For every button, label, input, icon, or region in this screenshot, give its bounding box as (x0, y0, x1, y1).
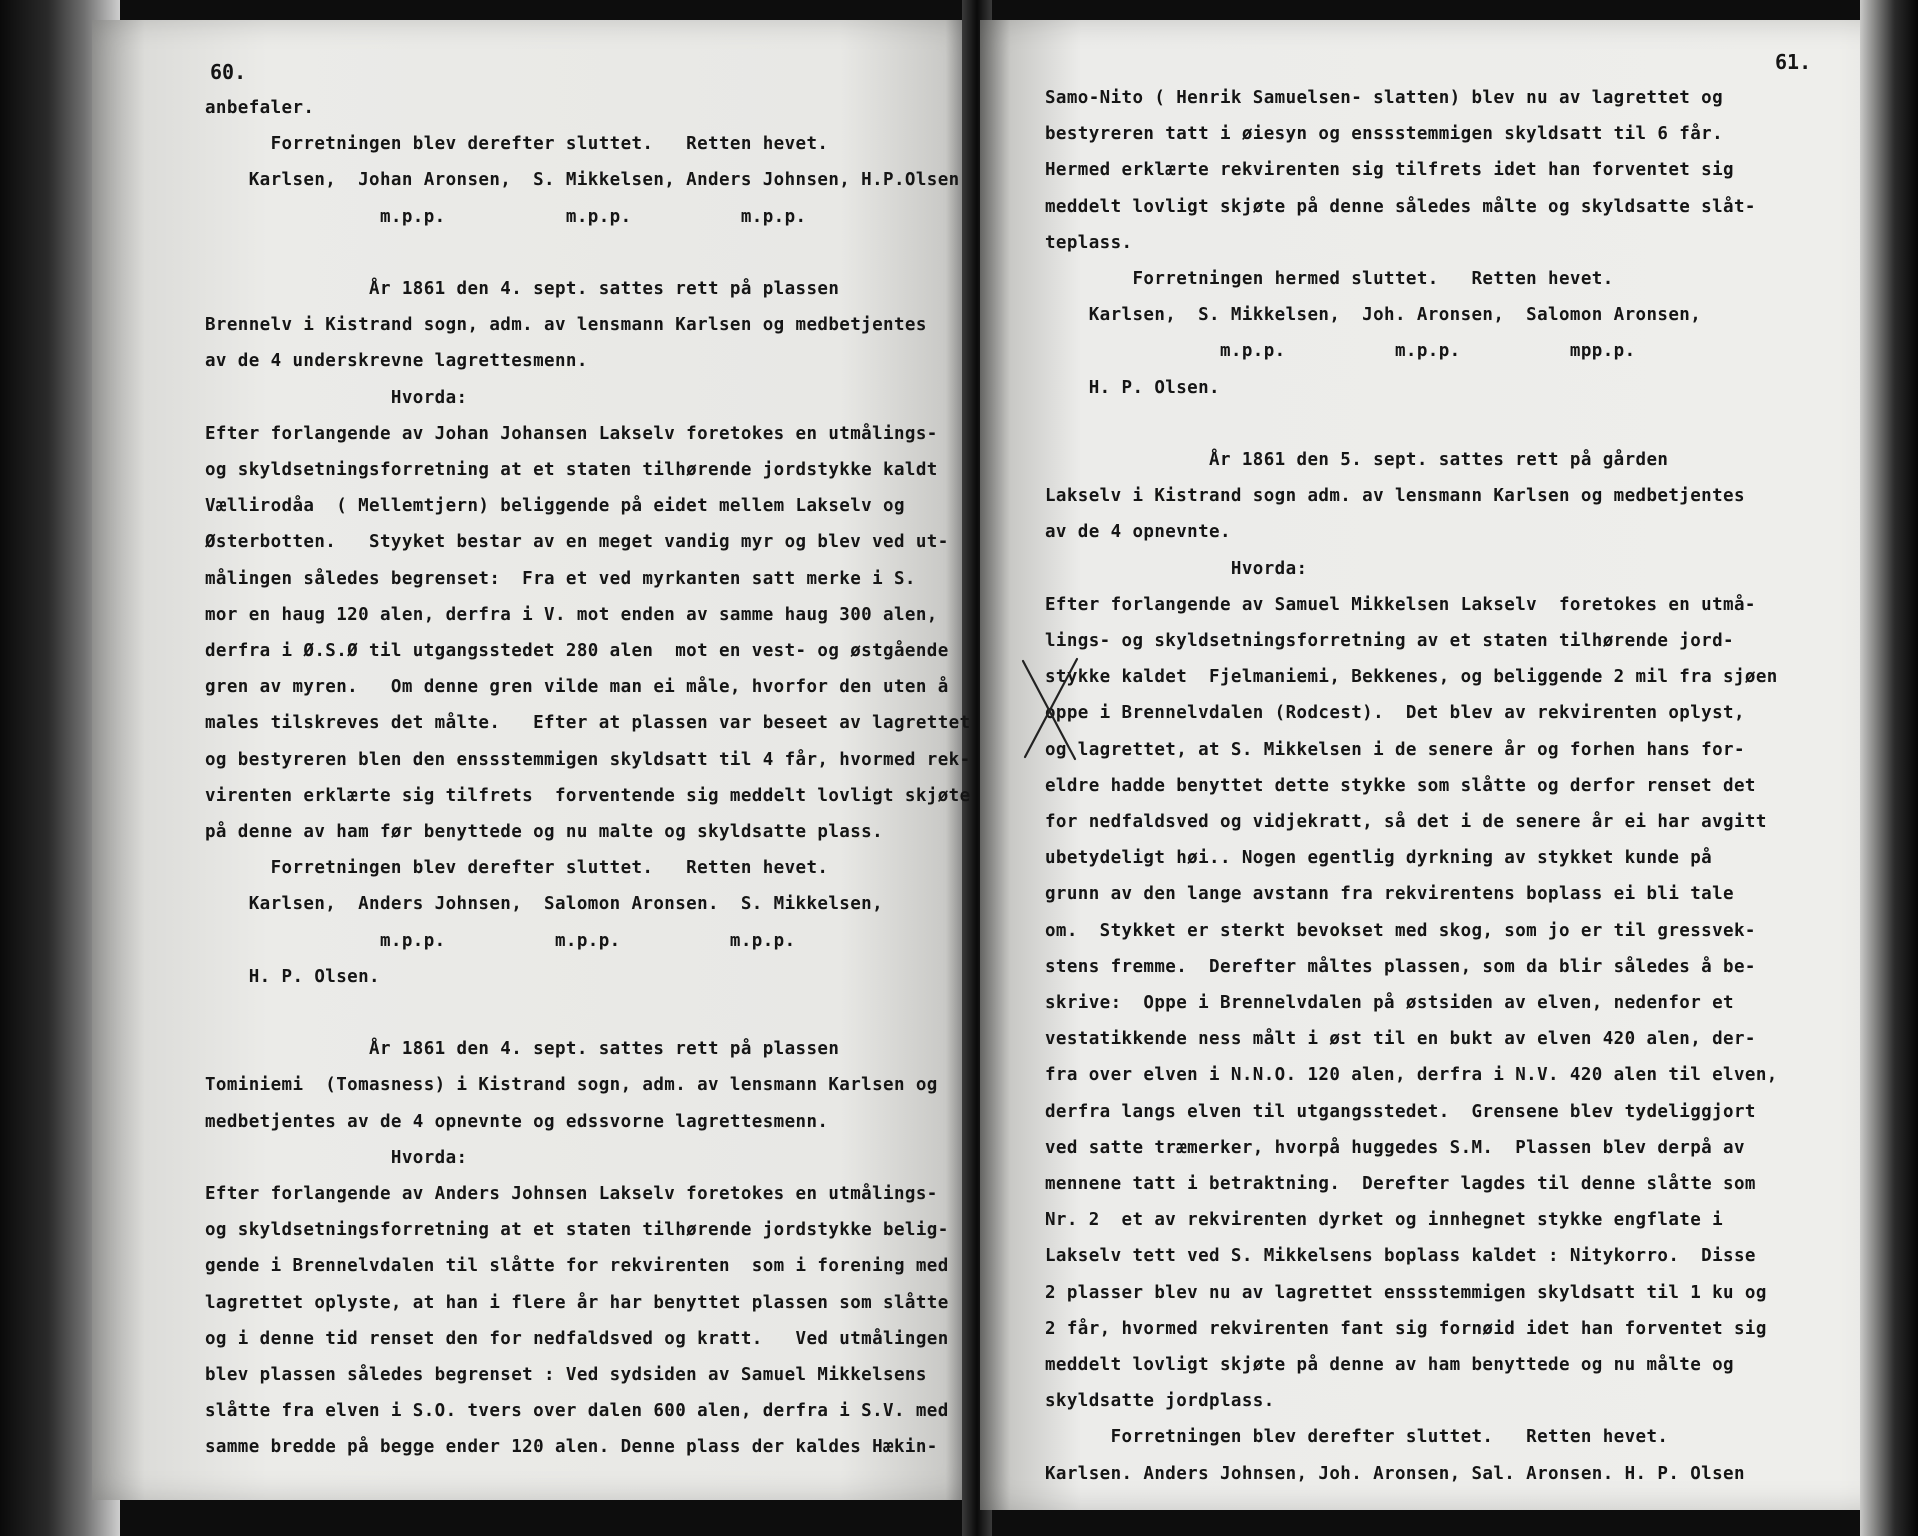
text-line: Vællirodåa ( Mellemtjern) beliggende på eidet mellem Lakselv og (205, 496, 905, 517)
page-number-right: 61. (1775, 50, 1812, 74)
text-line: og bestyreren blen den enssstemmigen skyldsatt til 4 får, hvormed rek- (205, 749, 971, 770)
text-line: Forretningen blev derefter sluttet. Retten hevet. (1045, 1427, 1669, 1448)
text-line: mennene tatt i betraktning. Derefter lagdes til denne slåtte som (1045, 1174, 1756, 1194)
text-line: Hermed erklærte rekvirenten sig tilfrets idet han forventet sig (1045, 160, 1734, 181)
text-line: av de 4 opnevnte. (1045, 522, 1231, 543)
page-number-left: 60. (210, 60, 247, 84)
text-line: m.p.p. m.p.p. mpp.p. (1045, 341, 1636, 362)
text-line: medbetjentes av de 4 opnevnte og edssvorne lagrettesmenn. (205, 1111, 829, 1132)
text-line: meddelt lovligt skjøte på denne av ham benyttede og nu målte og (1045, 1355, 1734, 1375)
text-line: Karlsen, Anders Johnsen, Salomon Aronsen. S. Mikkelsen, (205, 894, 884, 915)
text-line: meddelt lovligt skjøte på denne således målte og skyldsatte slåt- (1045, 196, 1756, 217)
text-line: lings- og skyldsetningsforretning av et staten tilhørende jord- (1045, 631, 1734, 651)
text-line: m.p.p. m.p.p. m.p.p. (205, 930, 796, 951)
text-line: mor en haug 120 alen, derfra i V. mot enden av samme haug 300 alen, (205, 604, 938, 625)
text-line: stens fremme. Derefter måltes plassen, som da blir således å be- (1045, 956, 1756, 977)
text-line: År 1861 den 4. sept. sattes rett på plassen (205, 279, 840, 299)
text-line: Efter forlangende av Samuel Mikkelsen Lakselv foretokes en utmå- (1045, 594, 1756, 615)
text-line: fra over elven i N.N.O. 120 alen, derfra i N.V. 420 alen til elven, (1045, 1065, 1778, 1086)
text-line: Efter forlangende av Anders Johnsen Lakselv foretokes en utmålings- (205, 1184, 938, 1204)
text-line: H. P. Olsen. (1045, 377, 1220, 398)
text-line: Brennelv i Kistrand sogn, adm. av lensmann Karlsen og medbetjentes (205, 315, 927, 336)
text-line: slåtte fra elven i S.O. tvers over dalen 600 alen, derfra i S.V. med (205, 1401, 949, 1422)
text-line: Efter forlangende av Johan Johansen Lakselv foretokes en utmålings- (205, 423, 938, 444)
text-line: Karlsen. Anders Johnsen, Joh. Aronsen, Sal. Aronsen. H. P. Olsen (1045, 1463, 1745, 1484)
text-line: Forretningen blev derefter sluttet. Retten hevet. (205, 858, 829, 879)
text-line: Forretningen hermed sluttet. Retten hevet. (1045, 269, 1614, 289)
text-line: År 1861 den 5. sept. sattes rett på gården (1045, 450, 1669, 470)
text-line: ved satte træmerker, hvorpå huggedes S.M. Plassen blev derpå av (1045, 1137, 1745, 1158)
text-line: samme bredde på begge ender 120 alen. Denne plass der kaldes Hækin- (205, 1437, 938, 1458)
text-line: stykke kaldet Fjelmaniemi, Bekkenes, og beliggende 2 mil fra sjøen (1045, 667, 1778, 688)
text-line: av de 4 underskrevne lagrettesmenn. (205, 351, 588, 372)
text-line: eldre hadde benyttet dette stykke som slåtte og derfor renset det (1045, 775, 1756, 796)
text-line: gende i Brennelvdalen til slåtte for rekvirenten som i forening med (205, 1256, 949, 1277)
text-line: om. Stykket er sterkt bevokset med skog, som jo er til gressvek- (1045, 920, 1756, 941)
text-line: Karlsen, S. Mikkelsen, Joh. Aronsen, Salomon Aronsen, (1045, 305, 1702, 326)
text-line: målingen således begrenset: Fra et ved myrkanten satt merke i S. (205, 568, 916, 589)
handwritten-x-mark (1015, 655, 1085, 765)
text-line: for nedfaldsved og vidjekratt, så det i de senere år ei har avgitt (1045, 812, 1767, 832)
text-line: Hvorda: (205, 1147, 468, 1168)
text-line: Lakselv i Kistrand sogn adm. av lensmann Karlsen og medbetjentes (1045, 486, 1745, 507)
text-line: gren av myren. Om denne gren vilde man ei måle, hvorfor den uten å (205, 677, 949, 698)
text-line: vestatikkende ness målt i øst til en bukt av elven 420 alen, der- (1045, 1029, 1756, 1050)
text-line: blev plassen således begrenset : Ved sydsiden av Samuel Mikkelsens (205, 1365, 927, 1385)
text-line: derfra i Ø.S.Ø til utgangsstedet 280 alen mot en vest- og østgående (205, 641, 949, 661)
text-line: males tilskreves det målte. Efter at plassen var beseet av lagrettet (205, 713, 971, 734)
text-line: og i denne tid renset den for nedfaldsved og kratt. Ved utmålingen (205, 1328, 949, 1349)
text-line: År 1861 den 4. sept. sattes rett på plassen (205, 1039, 840, 1060)
text-line: Hvorda: (205, 387, 468, 408)
text-line: Nr. 2 et av rekvirenten dyrket og innhegnet stykke engflate i (1045, 1210, 1724, 1231)
text-line: Tominiemi (Tomasness) i Kistrand sogn, adm. av lensmann Karlsen og (205, 1075, 938, 1096)
text-line: derfra langs elven til utgangsstedet. Grensene blev tydeliggjort (1045, 1101, 1756, 1122)
text-line: Lakselv tett ved S. Mikkelsens boplass kaldet : Nitykorro. Disse (1045, 1246, 1756, 1267)
text-line: på denne av ham før benyttede og nu malte og skyldsatte plass. (205, 822, 884, 842)
text-line: lagrettet oplyste, at han i flere år har benyttet plassen som slåtte (205, 1292, 949, 1313)
book-edge-right (1860, 0, 1918, 1536)
text-line: Forretningen blev derefter sluttet. Retten hevet. (205, 134, 829, 155)
text-line: ubetydeligt høi.. Nogen egentlig dyrkning av stykket kunde på (1045, 848, 1713, 869)
text-line: Østerbotten. Styyket bestar av en meget vandig myr og blev ved ut- (205, 532, 949, 553)
text-line: Samo-Nito ( Henrik Samuelsen- slatten) blev nu av lagrettet og (1045, 88, 1724, 108)
text-line: Hvorda: (1045, 558, 1308, 579)
text-line: bestyreren tatt i øiesyn og enssstemmigen skyldsatt til 6 får. (1045, 124, 1724, 145)
text-line: og skyldsetningsforretning at et staten tilhørende jordstykke kaldt (205, 460, 938, 480)
text-line: H. P. Olsen. (205, 966, 380, 987)
text-line: grunn av den lange avstann fra rekvirentens boplass ei bli tale (1045, 884, 1734, 905)
text-line: 2 får, hvormed rekvirenten fant sig fornøid idet han forventet sig (1045, 1318, 1767, 1339)
text-line: virenten erklærte sig tilfrets forventende sig meddelt lovligt skjøte (205, 785, 971, 806)
text-line: oppe i Brennelvdalen (Rodcest). Det blev av rekvirenten oplyst, (1045, 703, 1745, 724)
text-line: teplass. (1045, 232, 1133, 253)
text-line: Karlsen, Johan Aronsen, S. Mikkelsen, Anders Johnsen, H.P.Olsen (205, 170, 960, 191)
text-line: 2 plasser blev nu av lagrettet enssstemmigen skyldsatt til 1 ku og (1045, 1282, 1767, 1303)
text-line: og lagrettet, at S. Mikkelsen i de senere år og forhen hans for- (1045, 739, 1745, 760)
text-line: anbefaler. (205, 98, 315, 118)
text-line: og skyldsetningsforretning at et staten tilhørende jordstykke belig- (205, 1220, 949, 1241)
text-line: skrive: Oppe i Brennelvdalen på østsiden av elven, nedenfor et (1045, 993, 1734, 1013)
text-line: m.p.p. m.p.p. m.p.p. (205, 206, 807, 227)
text-line: skyldsatte jordplass. (1045, 1391, 1275, 1412)
